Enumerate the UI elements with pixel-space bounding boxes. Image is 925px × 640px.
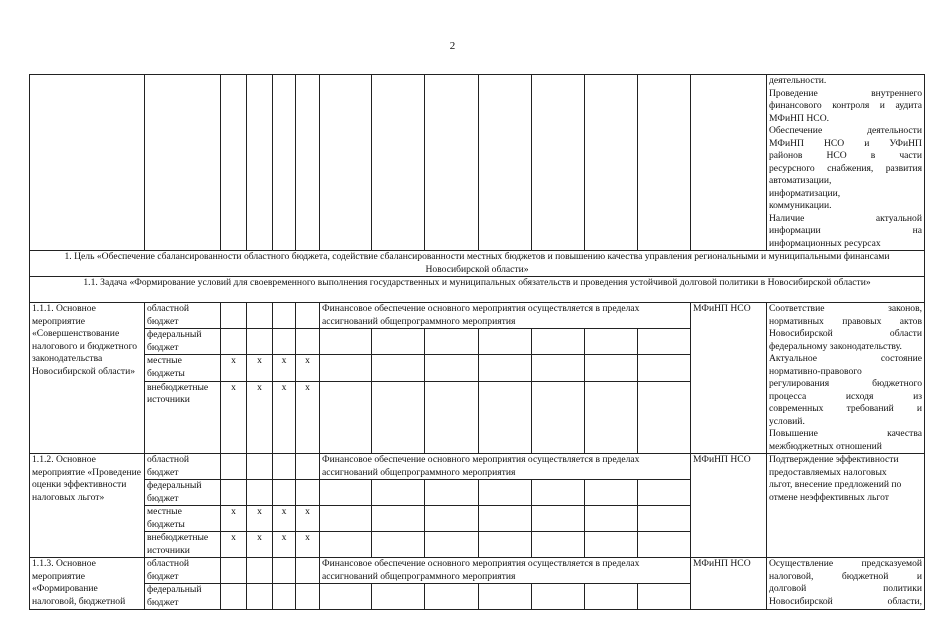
result-line: информационных ресурсах bbox=[769, 237, 881, 249]
result-line: Актуальное состояние bbox=[769, 353, 922, 364]
result-line: налоговой, бюджетной и bbox=[769, 570, 922, 582]
activity-result bbox=[767, 454, 925, 558]
result-line: Наличие актуальной bbox=[769, 212, 922, 224]
activity-result bbox=[767, 558, 925, 610]
result-line: Подтверждение эффективности bbox=[769, 454, 899, 465]
funding-note: Финансовое обеспечение основного мероприятия осуществляется в пределах ассигнований общепрограммного мероприятия bbox=[320, 558, 691, 584]
result-line: Обеспечение деятельности bbox=[769, 125, 922, 136]
result-line: ресурсного снабжения, развития bbox=[769, 162, 922, 174]
result-line: Новосибирской области bbox=[769, 328, 922, 339]
result-line: информатизации, bbox=[769, 187, 841, 199]
x-mark: x bbox=[296, 532, 320, 558]
result-line: автоматизации, bbox=[769, 175, 832, 186]
x-mark: x bbox=[221, 381, 247, 453]
source-label: внебюджетные источники bbox=[145, 532, 221, 558]
result-line: Проведение внутреннего bbox=[769, 87, 922, 99]
result-line: МФиНП НСО. bbox=[769, 112, 830, 124]
table-row bbox=[30, 303, 925, 329]
result-line: нормативных правовых актов bbox=[769, 315, 922, 327]
source-label: областной бюджет bbox=[145, 454, 221, 480]
result-line: межбюджетных отношений bbox=[769, 440, 882, 452]
x-mark: x bbox=[221, 532, 247, 558]
source-label: федеральный бюджет bbox=[145, 480, 221, 506]
result-line: федеральному законодательству. bbox=[769, 340, 902, 352]
task-heading: 1.1. Задача «Формирование условий для своевременного выполнения государственных и муниципальных обязательств и проведения устойчивой долговой политики в Новосибирской области» bbox=[30, 277, 925, 303]
source-label: областной бюджет bbox=[145, 558, 221, 584]
activity-name: 1.1.3. Основное мероприятие «Формирование налоговой, бюджетной bbox=[30, 558, 145, 610]
result-line: нормативно-правового bbox=[769, 365, 862, 377]
result-line: долговой политики bbox=[769, 583, 922, 594]
x-mark: x bbox=[273, 381, 296, 453]
source-label: местные бюджеты bbox=[145, 355, 221, 381]
x-mark: x bbox=[247, 381, 273, 453]
result-line: условий. bbox=[769, 415, 805, 427]
goal-heading: 1. Цель «Обеспечение сбалансированности областного бюджета, содействие сбалансированности местных бюджетов и повышению качества управления региональными и муниципальными финансами Новосибирской области» bbox=[30, 251, 925, 277]
x-mark: x bbox=[273, 532, 296, 558]
table-row bbox=[30, 558, 925, 584]
x-mark: x bbox=[221, 355, 247, 381]
result-line: отмене неэффективных льгот bbox=[769, 491, 889, 503]
x-mark: x bbox=[247, 506, 273, 532]
x-mark: x bbox=[273, 355, 296, 381]
source-label: федеральный бюджет bbox=[145, 584, 221, 610]
result-line: Новосибирской области, bbox=[769, 595, 922, 607]
executor: МФиНП НСО bbox=[691, 303, 767, 454]
source-label: внебюджетные источники bbox=[145, 381, 221, 453]
result-line: Соответствие законов, bbox=[769, 303, 922, 314]
executor: МФиНП НСО bbox=[691, 558, 767, 610]
funding-note: Финансовое обеспечение основного мероприятия осуществляется в пределах ассигнований общепрограммного мероприятия bbox=[320, 454, 691, 480]
result-line: Повышение качества bbox=[769, 428, 922, 439]
result-line: льгот, внесение предложений по bbox=[769, 479, 902, 490]
x-mark: x bbox=[221, 506, 247, 532]
source-label: местные бюджеты bbox=[145, 506, 221, 532]
result-line: финансового контроля и аудита bbox=[769, 100, 922, 111]
x-mark: x bbox=[247, 355, 273, 381]
activity-name: 1.1.2. Основное мероприятие «Проведение оценки эффективности налоговых льгот» bbox=[30, 454, 145, 558]
result-line: процесса исходя из bbox=[769, 390, 922, 402]
continuation-result-cell bbox=[767, 75, 925, 251]
activity-name: 1.1.1. Основное мероприятие «Совершенствование налогового и бюджетного законодательства Новосибирской области» bbox=[30, 303, 145, 454]
x-mark: x bbox=[296, 355, 320, 381]
result-line: МФиНП НСО и УФиНП bbox=[769, 137, 922, 149]
result-line: районов НСО в части bbox=[769, 150, 922, 161]
x-mark: x bbox=[273, 506, 296, 532]
page-number: 2 bbox=[449, 40, 456, 52]
result-line: регулирования бюджетного bbox=[769, 378, 922, 389]
table-row bbox=[30, 454, 925, 480]
result-line: современных требований и bbox=[769, 403, 922, 414]
continuation-row bbox=[30, 75, 925, 251]
source-label: федеральный бюджет bbox=[145, 329, 221, 355]
result-line: информации на bbox=[769, 225, 922, 236]
program-activities-table bbox=[29, 74, 925, 610]
result-line: предоставляемых налоговых bbox=[769, 466, 887, 478]
x-mark: x bbox=[296, 381, 320, 453]
result-line: Осуществление предсказуемой bbox=[769, 558, 922, 569]
activity-result bbox=[767, 303, 925, 454]
source-label: областной бюджет bbox=[145, 303, 221, 329]
x-mark: x bbox=[296, 506, 320, 532]
funding-note: Финансовое обеспечение основного мероприятия осуществляется в пределах ассигнований общепрограммного мероприятия bbox=[320, 303, 691, 329]
executor: МФиНП НСО bbox=[691, 454, 767, 558]
x-mark: x bbox=[247, 532, 273, 558]
result-line: деятельности. bbox=[769, 75, 827, 86]
result-line: коммуникации. bbox=[769, 200, 832, 211]
